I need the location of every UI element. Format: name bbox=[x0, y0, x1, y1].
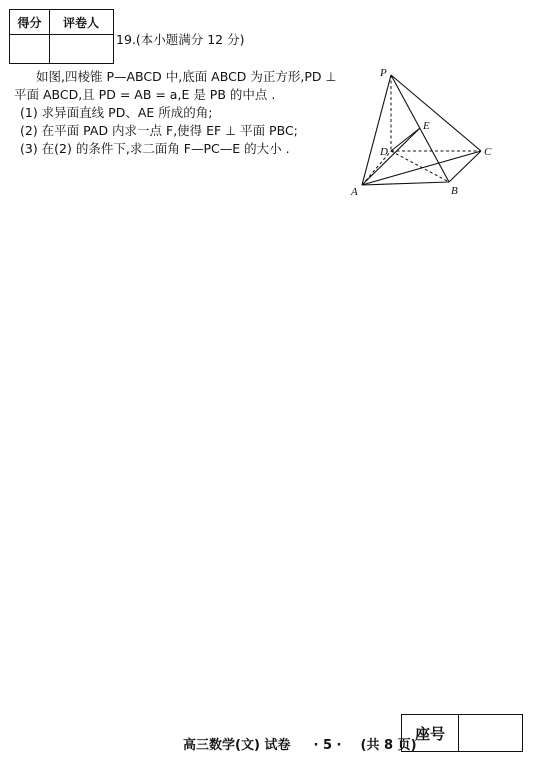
pyramid-figure bbox=[345, 62, 495, 202]
score-table bbox=[9, 9, 114, 64]
label-B: B bbox=[451, 185, 458, 197]
label-E: E bbox=[423, 120, 430, 132]
score-table-blank-row bbox=[10, 34, 113, 63]
edge-AB bbox=[362, 182, 449, 185]
score-table-header-row bbox=[10, 10, 113, 35]
total-pages: (共 8 页) bbox=[360, 738, 417, 753]
score-blank-cell bbox=[10, 34, 50, 63]
footer-info bbox=[183, 734, 417, 753]
question-part-1: (1) 求异面直线 PD、AE 所成的角; bbox=[20, 105, 213, 120]
label-D: D bbox=[380, 146, 388, 158]
label-A: A bbox=[351, 186, 358, 198]
question-part-2: (2) 在平面 PAD 内求一点 F,使得 EF ⊥ 平面 PBC; bbox=[20, 123, 298, 138]
question-title: 19.(本小题满分 12 分) bbox=[116, 32, 245, 47]
grader-blank-cell bbox=[49, 34, 113, 63]
stem-line-1: 如图,四棱锥 P—ABCD 中,底面 ABCD 为正方形,PD ⊥ bbox=[36, 69, 337, 84]
segment-DE bbox=[391, 128, 420, 151]
question-part-3: (3) 在(2) 的条件下,求二面角 F—PC—E 的大小 . bbox=[20, 141, 290, 156]
score-header: 得分 bbox=[10, 10, 50, 34]
edge-PA bbox=[362, 75, 391, 185]
stem-line-2: 平面 ABCD,且 PD = AB = a,E 是 PB 的中点 . bbox=[14, 87, 276, 102]
seat-number-box bbox=[401, 714, 523, 752]
page-number: · 5 · bbox=[313, 738, 342, 753]
label-P: P bbox=[380, 67, 387, 79]
seat-label: 座号 bbox=[402, 715, 459, 751]
grader-header: 评卷人 bbox=[62, 15, 99, 30]
paper-title: 高三数学(文) 试卷 bbox=[183, 738, 291, 753]
label-C: C bbox=[484, 146, 492, 158]
question-stem bbox=[14, 68, 354, 158]
